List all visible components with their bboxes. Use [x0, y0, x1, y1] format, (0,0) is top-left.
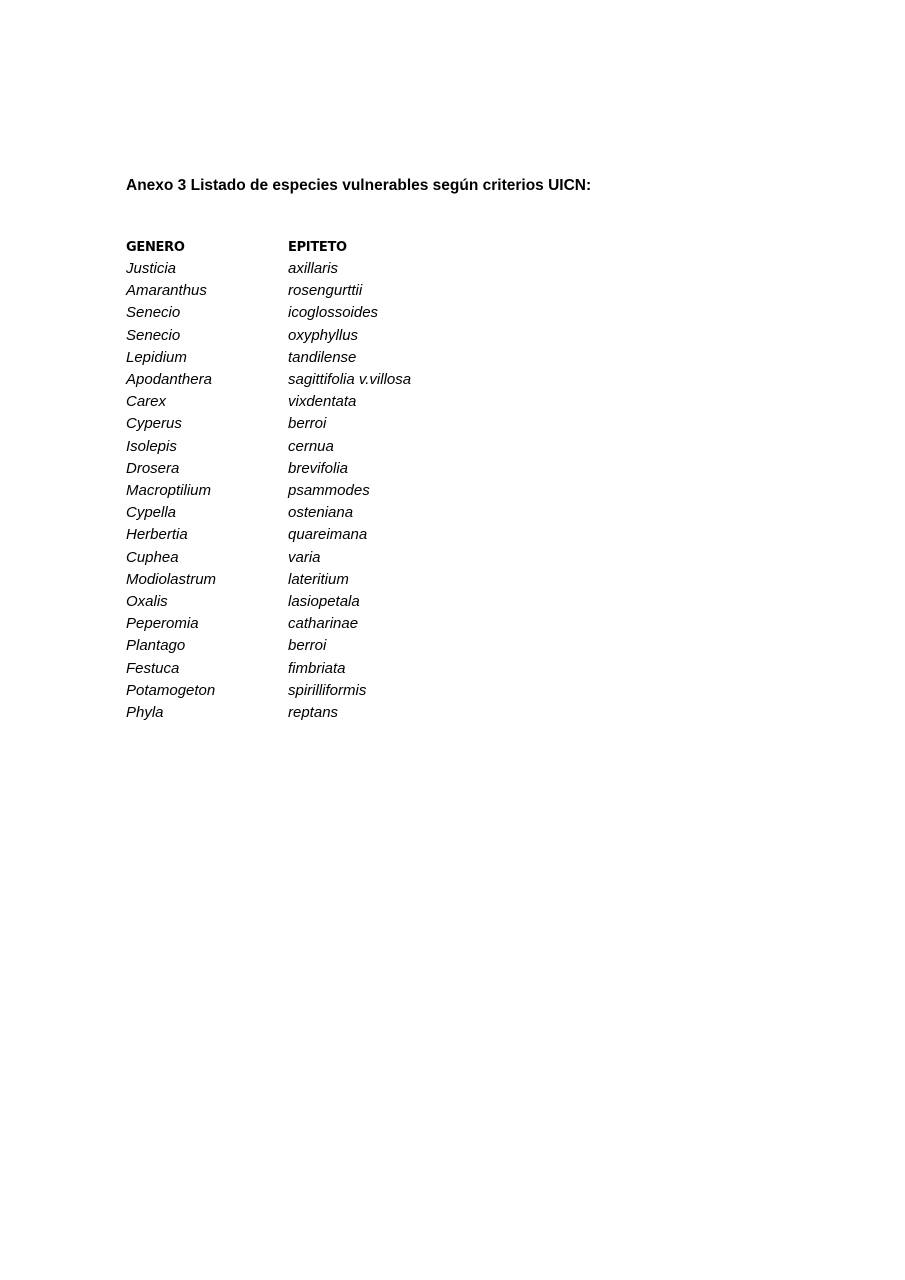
cell-genero: Herbertia [126, 526, 188, 544]
cell-epiteto: icoglossoides [288, 304, 379, 322]
table-row [126, 480, 488, 502]
table-row [126, 613, 488, 635]
table-row [126, 680, 488, 702]
cell-epiteto: rosengurttii [288, 282, 363, 300]
species-table [126, 236, 488, 724]
table-row [126, 547, 488, 569]
cell-genero: Amaranthus [126, 282, 207, 300]
header-epiteto: EPITETO [288, 239, 347, 255]
cell-genero: Cuphea [126, 548, 179, 566]
table-row [126, 302, 488, 324]
cell-epiteto: berroi [288, 415, 327, 433]
cell-epiteto: lateritium [288, 570, 349, 588]
species-table-body [126, 258, 488, 724]
cell-epiteto: reptans [288, 704, 339, 722]
cell-epiteto: sagittifolia v.villosa [288, 371, 412, 389]
cell-epiteto: spirilliformis [288, 681, 367, 699]
cell-genero: Lepidium [126, 348, 187, 366]
table-row [126, 413, 488, 435]
cell-epiteto: tandilense [288, 348, 357, 366]
table-row [126, 280, 488, 302]
table-row [126, 702, 488, 724]
table-row [126, 391, 488, 413]
cell-genero: Cyperus [126, 415, 182, 433]
cell-epiteto: axillaris [288, 260, 339, 277]
table-row [126, 458, 488, 480]
cell-genero: Modiolastrum [126, 570, 217, 588]
cell-epiteto: fimbriata [288, 659, 346, 677]
cell-epiteto: catharinae [288, 615, 359, 633]
cell-genero: Peperomia [126, 615, 199, 633]
cell-genero: Senecio [126, 326, 181, 344]
cell-genero: Apodanthera [126, 371, 212, 389]
cell-epiteto: psammodes [288, 482, 370, 500]
cell-genero: Oxalis [126, 593, 168, 611]
header-genero: GENERO [126, 239, 185, 255]
document-title: Anexo 3 Listado de especies vulnerables según criterios UICN: [126, 177, 592, 194]
cell-epiteto: brevifolia [288, 459, 349, 477]
cell-epiteto: cernua [288, 437, 334, 455]
cell-genero: Drosera [126, 459, 180, 477]
cell-epiteto: oxyphyllus [288, 326, 359, 344]
cell-epiteto: vixdentata [288, 393, 357, 411]
table-row [126, 635, 488, 657]
cell-epiteto: quareimana [288, 526, 368, 544]
table-row [126, 658, 488, 680]
cell-genero: Cypella [126, 504, 177, 522]
cell-genero: Justicia [126, 260, 177, 277]
table-row [126, 369, 488, 391]
table-header-row [126, 236, 488, 258]
table-row [126, 436, 488, 458]
table-row [126, 591, 488, 613]
cell-epiteto: osteniana [288, 504, 354, 522]
table-row [126, 325, 488, 347]
cell-genero: Isolepis [126, 437, 177, 455]
cell-epiteto: lasiopetala [288, 593, 360, 611]
cell-genero: Phyla [126, 704, 164, 722]
table-row [126, 258, 488, 280]
cell-genero: Festuca [126, 659, 180, 677]
cell-genero: Senecio [126, 304, 181, 322]
cell-epiteto: berroi [288, 637, 327, 655]
table-row [126, 524, 488, 546]
cell-genero: Plantago [126, 637, 186, 655]
cell-epiteto: varia [288, 548, 321, 566]
table-row [126, 502, 488, 524]
cell-genero: Carex [126, 393, 167, 411]
cell-genero: Macroptilium [126, 482, 212, 500]
cell-genero: Potamogeton [126, 681, 216, 699]
table-row [126, 347, 488, 369]
table-row [126, 569, 488, 591]
